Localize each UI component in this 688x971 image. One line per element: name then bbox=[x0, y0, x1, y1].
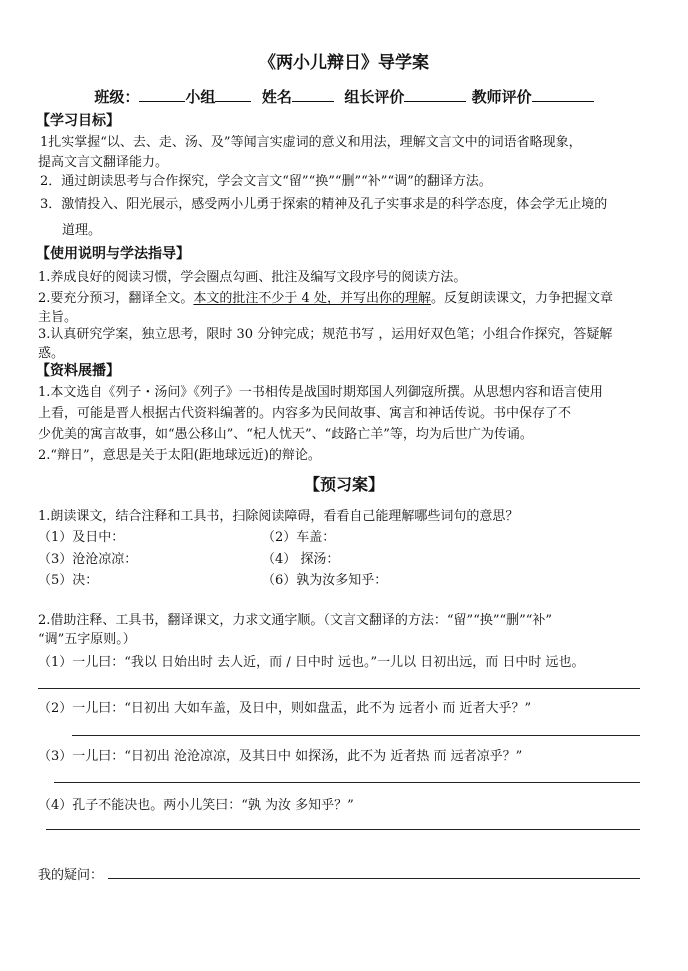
materials-heading: 【资料展播】 bbox=[36, 363, 120, 379]
question-answer-line[interactable] bbox=[108, 878, 640, 879]
leader-eval-field[interactable] bbox=[404, 87, 466, 102]
guide-heading: 【使用说明与学法指导】 bbox=[36, 246, 190, 262]
name-label: 姓名 bbox=[261, 88, 292, 106]
preview-question-2-cont: “调”五字原则。） bbox=[38, 632, 136, 647]
translation-sentence: （4）孔子不能决也。两小儿笑曰：“孰 为汝 多知乎？” bbox=[38, 798, 354, 813]
goals-heading: 【学习目标】 bbox=[36, 113, 120, 129]
goals-line: 2．通过朗读思考与合作探究，学会文言文“留”“换”“删”“补”“调”的翻译方法。 bbox=[40, 174, 492, 189]
materials-line: 少优美的寓言故事，如“愚公移山”、“杞人忧天”、“歧路亡羊”等，均为后世广为传诵。 bbox=[38, 427, 533, 442]
teacher-eval-field[interactable] bbox=[532, 87, 594, 102]
preview-question-2: 2.借助注释、工具书，翻译课文，力求文通字顺。（文言文翻译的方法：“留”“换”“删”“补” bbox=[38, 613, 553, 628]
leader-eval-label: 组长评价 bbox=[344, 88, 405, 106]
vocab-item: （3）沧沧凉凉： bbox=[38, 552, 138, 567]
goals-line: 提高文言文翻译能力。 bbox=[38, 155, 169, 170]
guide-underlined-text: 本文的批注不少于 4 处，并写出你的理解 bbox=[193, 291, 431, 306]
vocab-item: （6）孰为汝多知乎： bbox=[262, 573, 388, 588]
guide-line: 惑。 bbox=[38, 346, 65, 361]
name-field[interactable] bbox=[292, 87, 334, 102]
vocab-item: （5）决： bbox=[38, 573, 99, 588]
page-title: 《两小儿辩日》导学案 bbox=[259, 53, 429, 73]
guide-text: 2.要充分预习，翻译全文。 bbox=[38, 291, 194, 306]
class-field[interactable] bbox=[139, 87, 185, 102]
goals-line: 3．激情投入、阳光展示，感受两小儿勇于探索的精神及孔子实事求是的科学态度，体会学无止境的 bbox=[40, 197, 608, 212]
group-field[interactable] bbox=[215, 87, 251, 102]
translation-sentence: （3）一儿曰：“日初出 沧沧凉凉，及其日中 如探汤，此不为 近者热 而 远者凉乎？” bbox=[38, 749, 523, 764]
goals-line: 1扎实掌握“以、去、走、汤、及”等闻言实虚词的意义和用法，理解文言文中的词语省略现象， bbox=[40, 135, 582, 150]
question-label: 我的疑问： bbox=[38, 868, 104, 883]
materials-line: 1.本文选自《列子・汤问》《列子》一书相传是战国时期郑国人列御寇所撰。从思想内容和语言使用 bbox=[38, 385, 603, 400]
guide-text: 。反复朗读课文，力争把握文章 bbox=[430, 291, 613, 306]
class-label: 班级： bbox=[94, 88, 140, 106]
answer-line[interactable] bbox=[72, 735, 640, 736]
translation-sentence: （1）一儿曰：“我以 日始出时 去人近，而 / 日中时 远也。”一儿以 日初出远，而 日中时 远也。 bbox=[38, 655, 585, 670]
guide-line bbox=[38, 287, 613, 306]
guide-line: 1.养成良好的阅读习惯，学会圈点勾画、批注及编写文段序号的阅读方法。 bbox=[38, 270, 467, 285]
student-info-row bbox=[0, 86, 688, 107]
vocab-item: （2）车盖： bbox=[262, 530, 336, 545]
guide-line: 主旨。 bbox=[38, 310, 78, 325]
answer-line[interactable] bbox=[54, 782, 640, 783]
group-label: 小组 bbox=[185, 88, 216, 106]
teacher-eval-label: 教师评价 bbox=[471, 88, 532, 106]
guide-line: 3.认真研究学案，独立思考，限时 30 分钟完成；规范书写 ，运用好双色笔；小组合作探究，答疑解 bbox=[38, 327, 613, 342]
answer-line[interactable] bbox=[38, 688, 640, 689]
goals-line: 道理。 bbox=[62, 223, 102, 238]
preview-question-1: 1.朗读课文，结合注释和工具书，扫除阅读障碍，看看自己能理解哪些词句的意思？ bbox=[38, 509, 519, 524]
vocab-item: （1）及日中： bbox=[38, 530, 125, 545]
translation-sentence: （2）一儿曰：“日初出 大如车盖，及日中，则如盘盂，此不为 远者小 而 近者大乎？” bbox=[38, 701, 532, 716]
materials-line: 上看，可能是晋人根据古代资料编著的。内容多为民间故事、寓言和神话传说。书中保存了不 bbox=[38, 406, 572, 421]
materials-line: 2.“辩日”，意思是关于太阳(距地球远近)的辩论。 bbox=[38, 448, 321, 463]
vocab-item: （4） 探汤： bbox=[262, 552, 340, 567]
preview-heading: 【预习案】 bbox=[303, 475, 384, 494]
answer-line[interactable] bbox=[46, 829, 640, 830]
